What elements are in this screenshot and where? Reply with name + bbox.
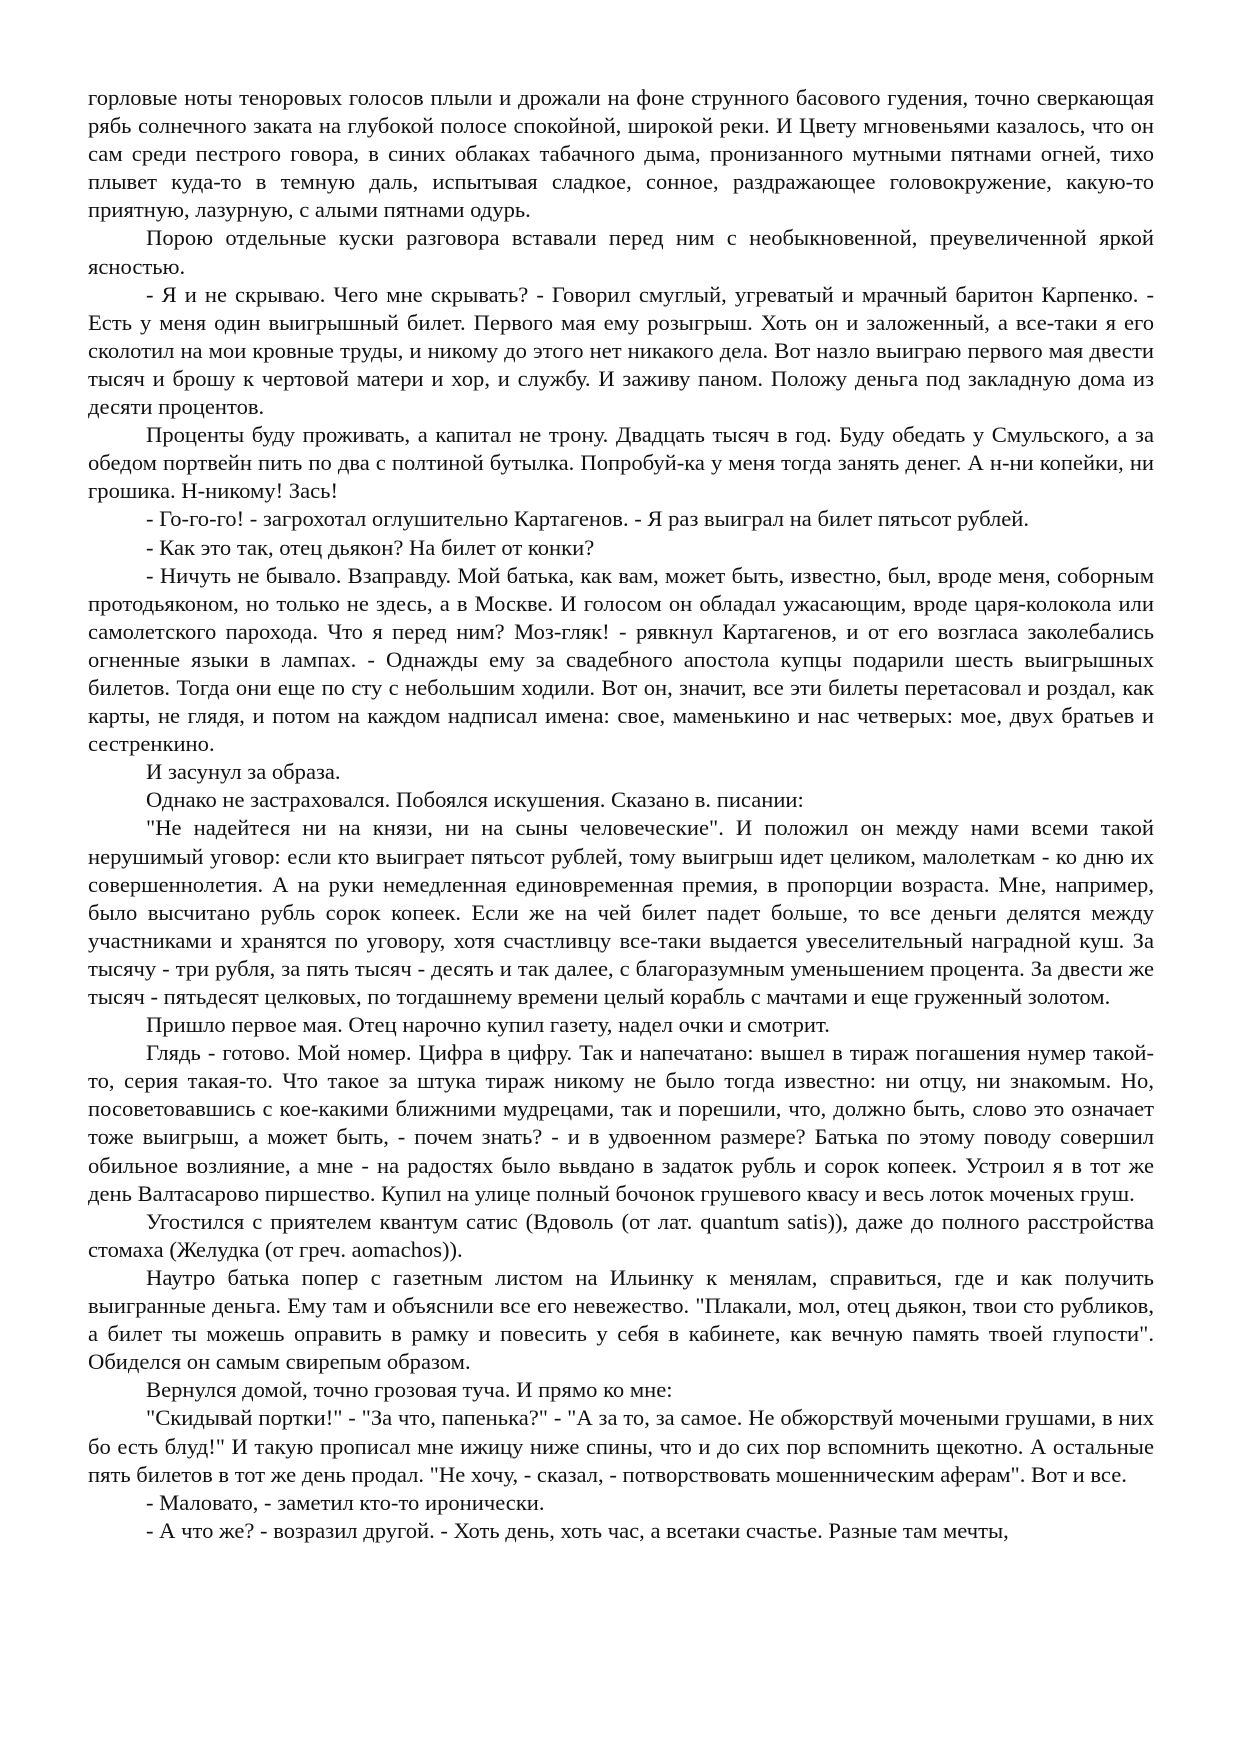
paragraph: Глядь - готово. Мой номер. Цифра в цифру. Так и напечатано: вышел в тираж погашения нумер такой-то, серия такая-то. Что такое за штука тираж никому не было тогда известно: ни отцу, ни знакомым. Но, посоветовавшись с кое-какими ближними мудрецами, так и порешили, что, должно быть, слово это означает тоже выигрыш, а может быть, - почем знать? - и в удвоенном размере? Батька по этому поводу совершил обильное возлияние, а мне - на радостях было вьвдано в задаток рубль и сорок копеек. Устроил я в тот же день Валтасарово пиршество. Купил на улице полный бочонок грушевого квасу и весь лоток моченых груш. (88, 1040, 1154, 1206)
paragraph: - Ничуть не бывало. Взаправду. Мой батька, как вам, может быть, известно, был, вроде меня, соборным протодьяконом, но только не здесь, а в Москве. И голосом он обладал ужасающим, вроде царя-колокола или самолетского парохода. Что я перед ним? Моз-гляк! - рявкнул Картагенов, и от его возгласа заколебались огненные языки в лампах. - Однажды ему за свадебного апостола купцы подарили шесть выигрышных билетов. Тогда они еще по сту с небольшим ходили. Вот он, значит, все эти билеты перетасовал и роздал, как карты, не глядя, и потом на каждом надписал имена: свое, маменькино и нас четверых: мое, двух братьев и сестренкино. (88, 562, 1154, 757)
paragraph: горловые ноты теноровых голосов плыли и дрожали на фоне струнного басового гудения, точно сверкающая рябь солнечного заката на глубокой полосе спокойной, широкой реки. И Цвету мгновеньями казалось, что он сам среди пестрого говора, в синих облаках табачного дыма, пронизанного мутными пятнами огней, тихо плывет куда-то в темную даль, испытывая сладкое, сонное, раздражающее головокружение, какую-то приятную, лазурную, с алыми пятнами одурь. (88, 85, 1154, 223)
paragraph: "Не надейтеся ни на князи, ни на сыны человеческие". И положил он между нами всеми такой нерушимый уговор: если кто выиграет пятьсот рублей, тому выигрыш идет целиком, малолеткам - ко дню их совершеннолетия. А на руки немедленная единовременная премия, в пропорции возраста. Мне, например, было высчитано рубль сорок копеек. Если же на чей билет падет больше, то все деньги делятся между участниками и хранятся по уговору, хотя счастливцу все-таки выдается увеселительный наградной куш. За тысячу - три рубля, за пять тысяч - десять и так далее, с благоразумным уменьшением процента. За двести же тысяч - пятьдесят целковых, по тогдашнему времени целый корабль с мачтами и еще груженный золотом. (88, 815, 1154, 1009)
paragraph: Вернулся домой, точно грозовая туча. И прямо ко мне: (146, 1377, 673, 1403)
paragraph: Угостился с приятелем квантум сатис (Вдоволь (от лат. quantum satis)), даже до полного расстройства стомаха (Желудка (от греч. aomachos)). (88, 1208, 1154, 1262)
paragraph: - Го-го-го! - загрохотал оглушительно Картагенов. - Я раз выиграл на билет пятьсот рублей. (146, 506, 1030, 532)
paragraph: - А что же? - возразил другой. - Хоть день, хоть час, а всетаки счастье. Разные там мечты, (146, 1517, 1009, 1543)
paragraph: - Маловато, - заметил кто-то иронически. (146, 1489, 545, 1515)
paragraph: И засунул за образа. (146, 759, 341, 785)
paragraph: "Скидывай портки!" - "За что, папенька?" - "А за то, за самое. Не обжорствуй мочеными грушами, в них бо есть блуд!" И такую прописал мне ижицу ниже спины, что и до сих пор вспомнить щекотно. А остальные пять билетов в тот же день продал. "Не хочу, - сказал, - потворствовать мошенническим аферам". Вот и все. (88, 1405, 1154, 1487)
paragraph: - Как это так, отец дьякон? На билет от конки? (146, 534, 595, 560)
paragraph: Однако не застраховался. Побоялся искушения. Сказано в. писании: (146, 787, 804, 813)
paragraph: - Я и не скрываю. Чего мне скрывать? - Говорил смуглый, угреватый и мрачный баритон Карпенко. - Есть у меня один выигрышный билет. Первого мая ему розыгрыш. Хоть он и заложенный, а все-таки я его сколотил на мои кровные труды, и никому до этого нет никакого дела. Вот назло выиграю первого мая двести тысяч и брошу к чертовой матери и хор, и службу. И заживу паном. Положу деньга под закладную дома из десяти процентов. (88, 281, 1154, 420)
paragraph: Порою отдельные куски разговора вставали перед ним с необыкновенной, преувеличенной яркой ясностью. (88, 225, 1154, 279)
document-page (88, 84, 1154, 1545)
paragraph: Проценты буду проживать, а капитал не трону. Двадцать тысяч в год. Буду обедать у Смульского, а за обедом портвейн пить по два с полтиной бутылка. Попробуй-ка у меня тогда занять денег. А н-ни копейки, ни грошика. Н-никому! Зась! (88, 422, 1154, 504)
paragraph: Пришло первое мая. Отец нарочно купил газету, надел очки и смотрит. (146, 1012, 830, 1038)
paragraph: Наутро батька попер с газетным листом на Ильинку к менялам, справиться, где и как получить выигранные деньга. Ему там и объяснили все его невежество. "Плакали, мол, отец дьякон, твои сто рубликов, а билет ты можешь оправить в рамку и повесить у себя в кабинете, как вечную память твоей глупости". Обиделся он самым свирепым образом. (88, 1264, 1154, 1375)
